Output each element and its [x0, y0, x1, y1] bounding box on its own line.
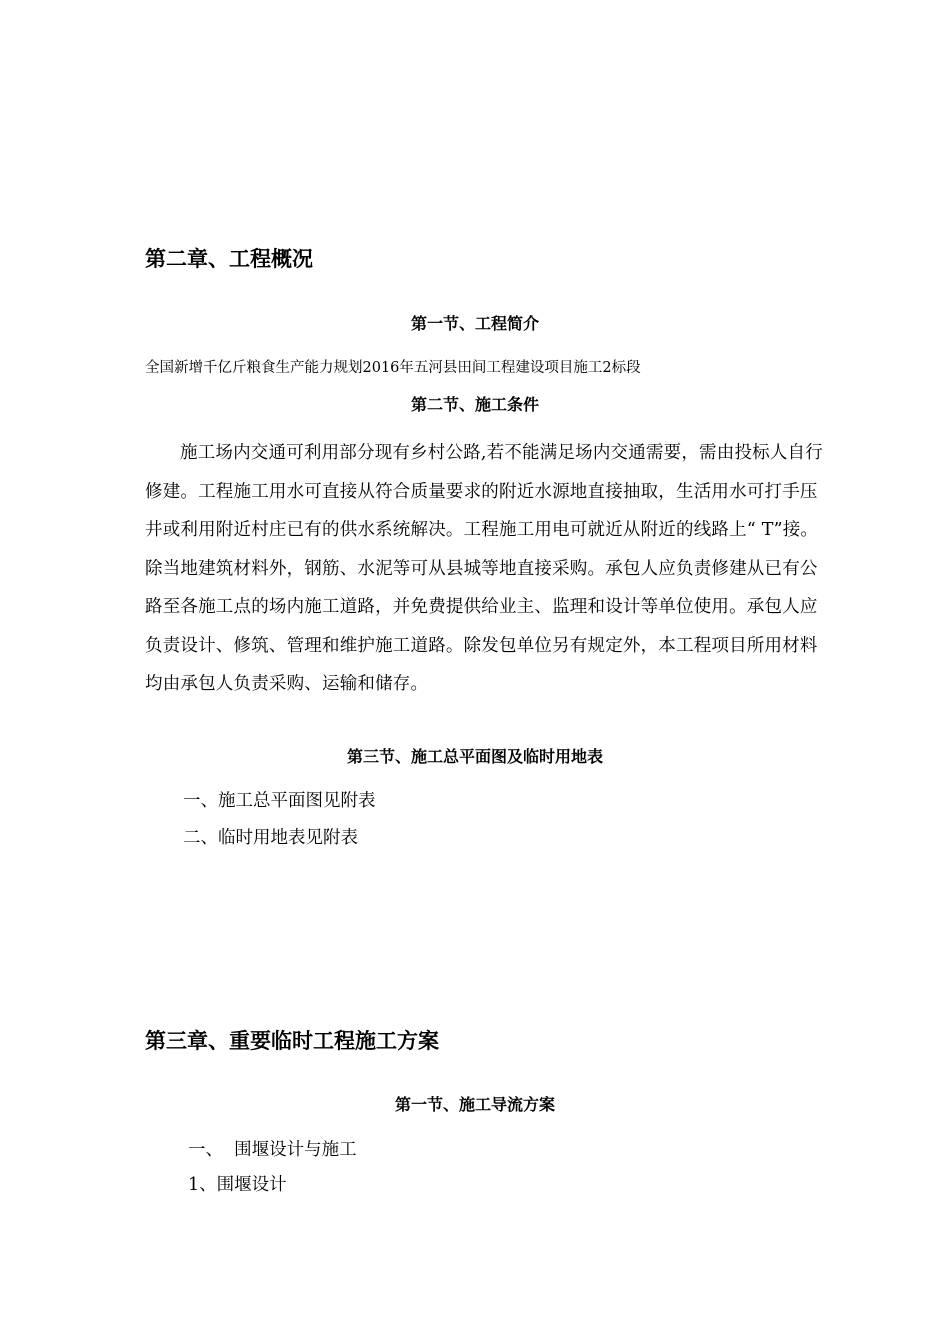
list-item-site-plan: 一、施工总平面图见附表	[183, 791, 376, 811]
list-item-cofferdam-design-construction: 一、 围堰设计与施工	[188, 1140, 357, 1160]
chapter-3-section-1-heading: 第一节、施工导流方案	[394, 1095, 555, 1114]
construction-conditions-paragraph: 施工场内交通可利用部分现有乡村公路,若不能满足场内交通需要，需由投标人自行修建。工程施工用水可直接从符合质量要求的附近水源地直接抽取，生活用水可打手压井或利用附近村庄已有的供水系统解决。工程施工用电可就近从附近的线路上“ T”接。除当地建筑材料外，钢筋、水泥等可从县城等地直接采购。承包人应负责修建从已有公路至各施工点的场内施工道路，并免费提供给业主、监理和设计等单位使用。承包人应负责设计、修筑、管理和维护施工道路。除发包单位另有规定外，本工程项目所用材料均由承包人负责采购、运输和储存。	[145, 443, 823, 694]
chapter-2-section-2-heading: 第二节、施工条件	[410, 395, 539, 414]
chapter-2-section-3-heading: 第三节、施工总平面图及临时用地表	[346, 747, 603, 766]
chapter-2-heading: 第二章、工程概况	[145, 247, 313, 271]
chapter-3-heading: 第三章、重要临时工程施工方案	[145, 1029, 439, 1053]
list-item-cofferdam-design: 1、围堰设计	[188, 1175, 287, 1195]
chapter-2-section-1-heading: 第一节、工程简介	[410, 314, 539, 333]
list-item-temporary-land: 二、临时用地表见附表	[183, 828, 358, 848]
project-name-text: 全国新增千亿斤粮食生产能力规划2016年五河县田间工程建设项目施工2标段	[145, 360, 641, 376]
